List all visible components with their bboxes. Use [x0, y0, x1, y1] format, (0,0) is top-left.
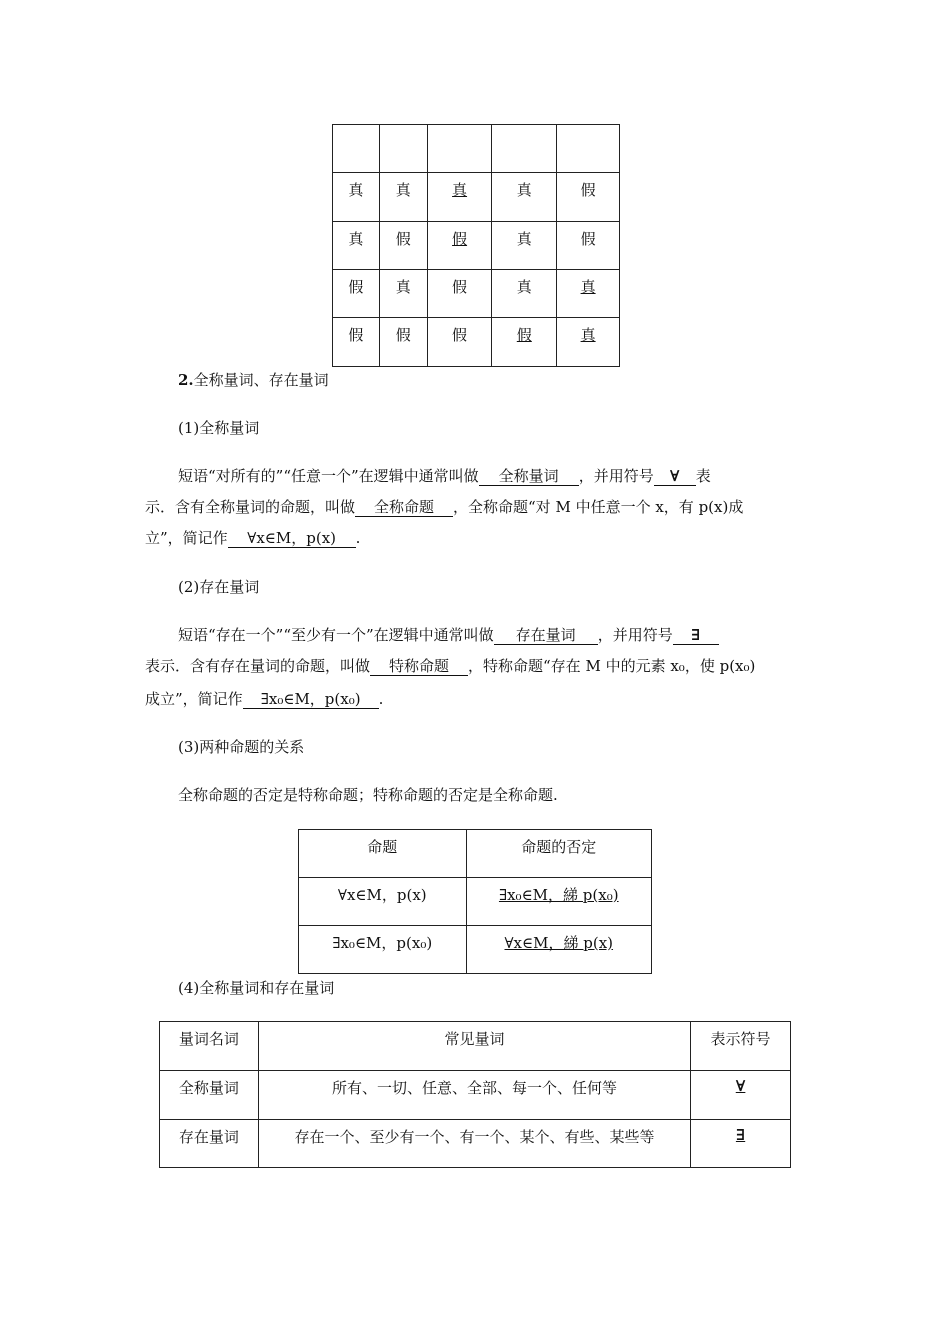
- table-cell-answer: ∃x₀∈M，綈 p(x₀): [466, 878, 651, 926]
- truth-cell: [333, 125, 380, 173]
- answer-symbol: ∀: [654, 467, 696, 486]
- text: .: [355, 529, 361, 547]
- table-cell: 所有、一切、任意、全部、每一个、任何等: [258, 1071, 690, 1120]
- table-header: 常见量词: [258, 1022, 690, 1071]
- section-heading: [178, 369, 329, 390]
- text: 示．含有全称量词的命题，叫做: [145, 498, 356, 516]
- paragraph-line: [145, 688, 810, 710]
- answer-blank: ∀x∈M，p(x): [228, 529, 356, 548]
- paragraph-line: [178, 465, 843, 487]
- truth-cell: 真: [492, 222, 557, 270]
- truth-cell: 真: [492, 173, 557, 222]
- negation-table: [298, 829, 652, 974]
- text: 立”，简记作: [145, 529, 228, 547]
- truth-cell: 假: [333, 318, 380, 367]
- section-title: 全称量词、存在量词: [193, 371, 329, 389]
- table-cell-symbol: ∀: [691, 1071, 791, 1120]
- table-cell: ∃x₀∈M，p(x₀): [299, 926, 467, 974]
- subheading-relation: (3)两种命题的关系: [178, 738, 305, 756]
- subheading-existential: (2)存在量词: [178, 578, 260, 596]
- text: 成立”，简记作: [145, 690, 243, 708]
- table-cell: 全称量词: [160, 1071, 259, 1120]
- text: ，全称命题“对 M 中任意一个 x，有 p(x)成: [453, 498, 744, 516]
- text: ，并用符号: [597, 626, 673, 644]
- subheading-quantifiers: (4)全称量词和存在量词: [178, 979, 335, 997]
- table-header: 命题的否定: [466, 830, 651, 878]
- truth-cell: [557, 125, 620, 173]
- table-header: 表示符号: [691, 1022, 791, 1071]
- text: ，特称命题“存在 M 中的元素 x₀，使 p(x₀): [468, 657, 756, 675]
- text: ，并用符号: [578, 467, 654, 485]
- truth-cell: 真: [492, 270, 557, 318]
- truth-cell: [427, 125, 492, 173]
- truth-cell-answer: 真: [557, 270, 620, 318]
- paragraph-line: [145, 527, 810, 549]
- answer-blank: 全称量词: [479, 467, 579, 486]
- text: 短语“对所有的”“任意一个”在逻辑中通常叫做: [178, 467, 479, 485]
- answer-blank: 存在量词: [494, 626, 598, 645]
- truth-cell-answer: 真: [557, 318, 620, 367]
- table-cell-symbol: ∃: [691, 1120, 791, 1168]
- answer-symbol: ∃: [673, 626, 719, 645]
- table-header: 命题: [299, 830, 467, 878]
- relation-statement: 全称命题的否定是特称命题；特称命题的否定是全称命题.: [178, 786, 558, 804]
- truth-cell: 假: [379, 318, 427, 367]
- table-cell: 存在量词: [160, 1120, 259, 1168]
- truth-cell: 假: [427, 270, 492, 318]
- paragraph-line: [145, 496, 810, 518]
- truth-cell-answer: 假: [427, 222, 492, 270]
- truth-cell: 真: [333, 222, 380, 270]
- truth-cell: 假: [427, 318, 492, 367]
- truth-cell: 假: [379, 222, 427, 270]
- truth-cell: 假: [333, 270, 380, 318]
- table-cell-answer: ∀x∈M，綈 p(x): [466, 926, 651, 974]
- truth-cell: 真: [333, 173, 380, 222]
- answer-blank: 全称命题: [355, 498, 453, 517]
- truth-cell: 真: [379, 173, 427, 222]
- truth-cell: 假: [557, 222, 620, 270]
- subheading-universal: (1)全称量词: [178, 419, 260, 437]
- table-header: 量词名词: [160, 1022, 259, 1071]
- truth-cell-answer: 假: [492, 318, 557, 367]
- answer-blank: 特称命题: [370, 657, 468, 676]
- truth-cell: [492, 125, 557, 173]
- truth-cell: 假: [557, 173, 620, 222]
- text: .: [378, 690, 384, 708]
- table-cell: ∀x∈M，p(x): [299, 878, 467, 926]
- text: 短语“存在一个”“至少有一个”在逻辑中通常叫做: [178, 626, 494, 644]
- truth-cell: [379, 125, 427, 173]
- quantifier-table: [159, 1021, 791, 1168]
- truth-table: [332, 124, 620, 367]
- section-number: 2.: [178, 371, 194, 389]
- truth-cell-answer: 真: [427, 173, 492, 222]
- table-cell: 存在一个、至少有一个、有一个、某个、有些、某些等: [258, 1120, 690, 1168]
- text: 表: [695, 467, 711, 485]
- truth-cell: 真: [379, 270, 427, 318]
- paragraph-line: [145, 655, 810, 677]
- answer-blank: ∃x₀∈M，p(x₀): [243, 690, 379, 709]
- text: 表示．含有存在量词的命题，叫做: [145, 657, 371, 675]
- paragraph-line: [178, 624, 843, 646]
